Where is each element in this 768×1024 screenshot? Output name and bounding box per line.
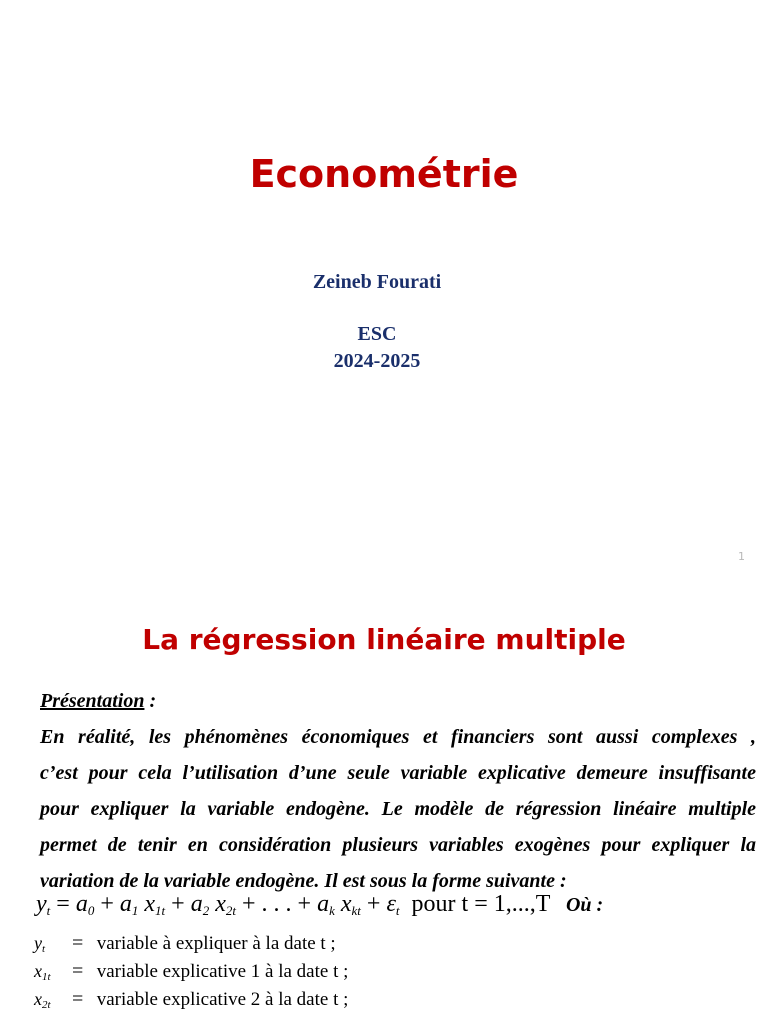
presentation-block	[40, 683, 756, 899]
paragraph-line: variation de la variable endogène. Il est sous la forme suivante :	[40, 870, 567, 892]
slide-title: La régression linéaire multiple	[142, 623, 626, 656]
regression-formula: $y_t = a_0 + a_1$ $x_{1t} + a_2$ $x_{2t}$ + . . . + $a_k$ $x_{kt} + \varepsilon_t$ pour t = 1,...,T Où :	[36, 891, 604, 918]
definition-row: $y_t$ = variable à expliquer à la date t ;	[34, 929, 734, 957]
academic-year: 2024-2025	[333, 350, 421, 372]
paragraph-line: pour expliquer la variable endogène. Le modèle de régression linéaire multiple	[40, 798, 756, 820]
definition-symbol: $y_t$	[34, 933, 46, 955]
formula-range: pour t = 1,...,T	[411, 891, 550, 917]
definition-symbol: $x_{1t}$	[34, 961, 51, 983]
course-title: Econométrie	[249, 152, 519, 196]
institution-name: ESC	[357, 323, 397, 345]
author-name: Zeineb Fourati	[312, 271, 442, 293]
paragraph-line: En réalité, les phénomènes économiques et financiers sont aussi complexes ,	[40, 726, 756, 748]
paragraph-line: permet de tenir en considération plusieurs variables exogènes pour expliquer la	[40, 834, 756, 856]
paragraph-line: c’est pour cela l’utilisation d’une seule variable explicative demeure insuffisante	[40, 762, 756, 784]
definition-symbol: $x_{2t}$	[34, 989, 51, 1011]
content-slide	[0, 585, 768, 1024]
definition-row: $x_{1t}$ = variable explicative 1 à la date t ;	[34, 957, 734, 985]
presentation-heading: Présentation	[40, 690, 145, 712]
where-label: Où :	[565, 894, 604, 916]
definition-text: variable à expliquer à la date t ;	[96, 933, 336, 954]
definition-text: variable explicative 2 à la date t ;	[96, 989, 349, 1010]
heading-suffix: :	[144, 690, 157, 712]
page-number: 1	[738, 550, 745, 563]
definitions-list	[34, 929, 734, 1013]
definition-text: variable explicative 1 à la date t ;	[96, 961, 349, 982]
presentation-heading-line	[40, 683, 756, 719]
definition-row: $x_{2t}$ = variable explicative 2 à la date t ;	[34, 985, 734, 1013]
